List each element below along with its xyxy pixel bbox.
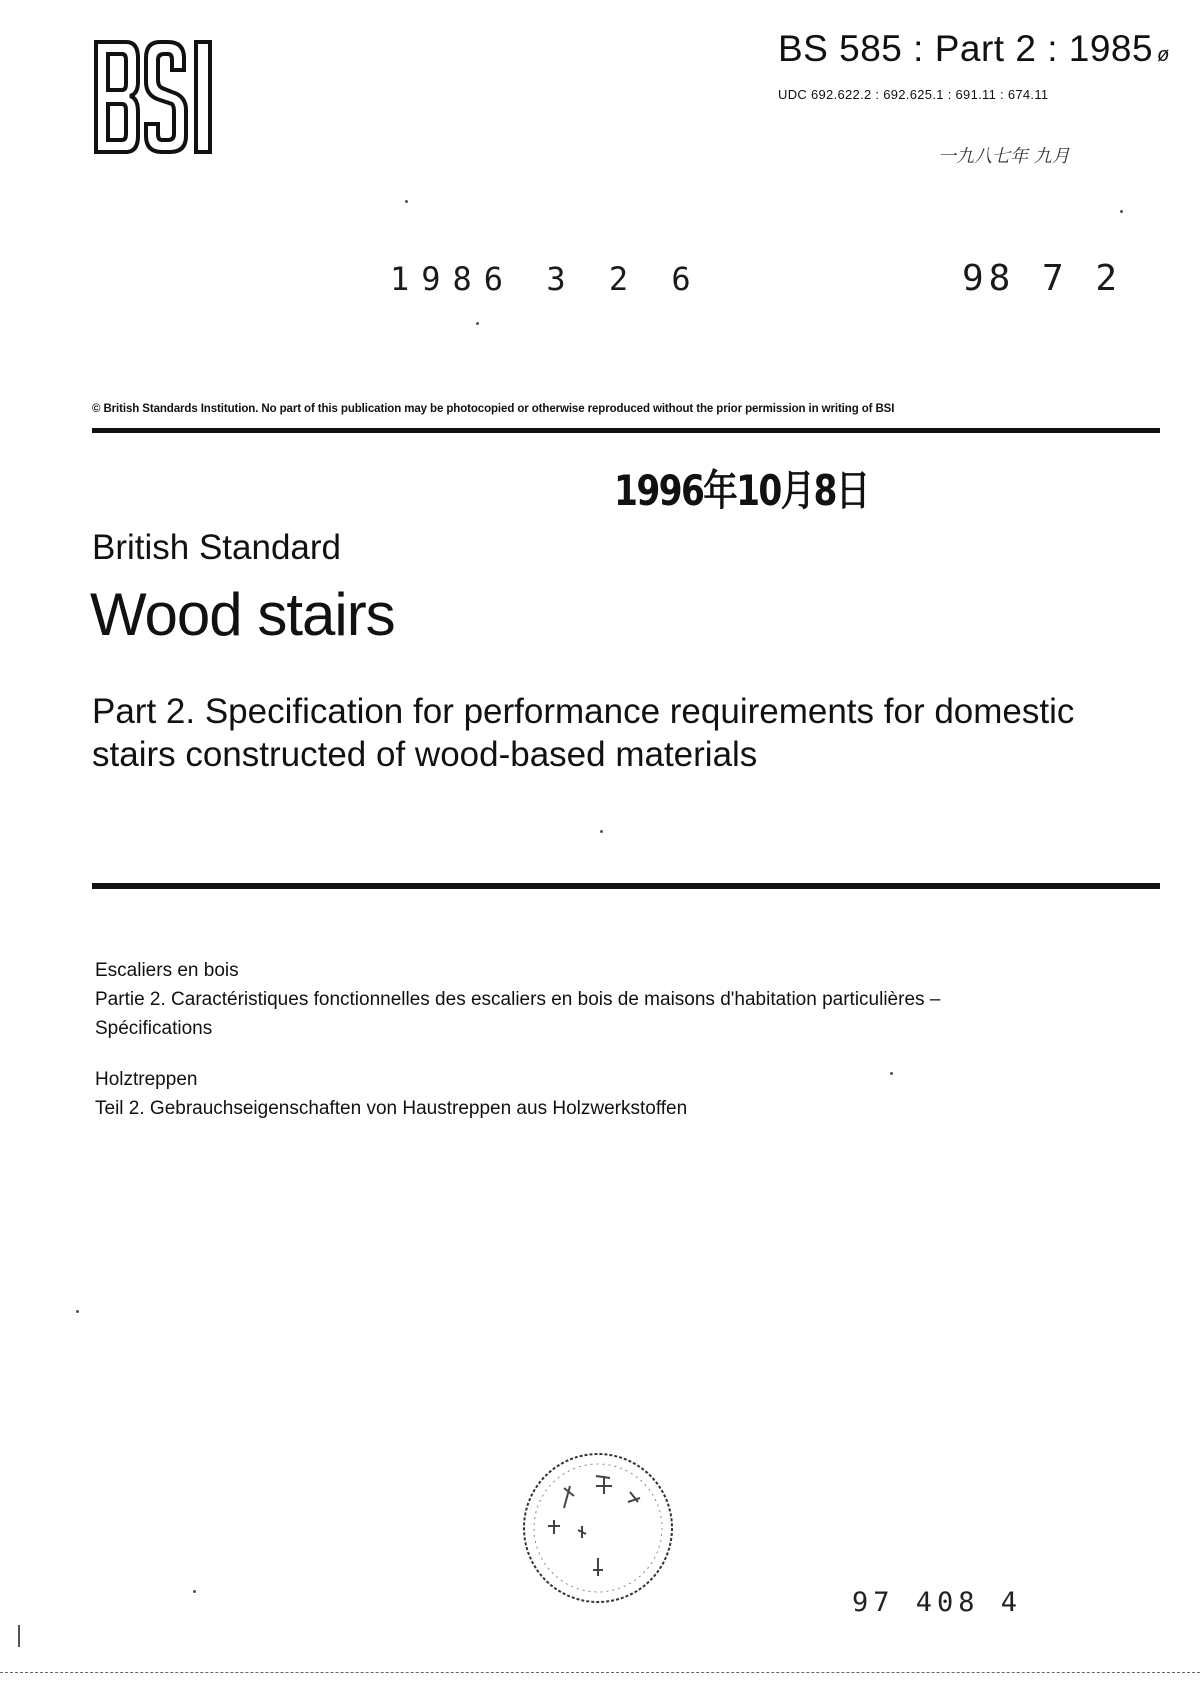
copyright-notice: © British Standards Institution. No part of this publication may be photocopied or otherwise reproduced without the prior permission in writing of BSI: [92, 403, 895, 415]
handwritten-note: 一九八七年 九月: [938, 146, 1070, 167]
french-title: Escaliers en bois: [95, 960, 239, 981]
scan-speck: [76, 1310, 79, 1313]
top-divider: [92, 428, 1160, 433]
bottom-scan-edge: [0, 1672, 1200, 1673]
standard-number: BS 585 : Part 2 : 1985 ø: [778, 28, 1170, 69]
german-translation: [95, 1065, 687, 1123]
document-kicker: British Standard: [92, 528, 342, 567]
scan-speck: [405, 200, 408, 203]
received-stamp-right: 98 7 2: [962, 258, 1123, 299]
scan-speck: [193, 1590, 196, 1593]
library-seal-icon: [518, 1448, 678, 1608]
bsi-logo: [92, 38, 242, 156]
french-subtitle-line2: Spécifications: [95, 1018, 213, 1039]
german-subtitle: Teil 2. Gebrauchseigenschaften von Haustreppen aus Holzwerkstoffen: [95, 1098, 688, 1119]
scan-speck: [890, 1072, 893, 1075]
scan-speck: [18, 1625, 20, 1647]
middle-divider: [92, 883, 1160, 889]
received-stamp-left: 1986 3 2 6: [390, 260, 703, 298]
scan-speck: [1120, 210, 1123, 213]
document-title: Wood stairs: [90, 581, 395, 648]
date-stamp: 1996年10月8日: [614, 466, 869, 515]
document-subtitle: Part 2. Specification for performance requirements for domestic stairs constructed of wood-based materials: [92, 692, 1075, 774]
german-title: Holztreppen: [95, 1069, 198, 1090]
french-subtitle-line1: Partie 2. Caractéristiques fonctionnelles des escaliers en bois de maisons d'habitation particulières –: [95, 989, 941, 1010]
scan-speck: [476, 322, 479, 325]
scan-speck: [600, 830, 603, 833]
bottom-number-stamp: 97 408 4: [852, 1587, 1023, 1618]
udc-code: UDC 692.622.2 : 692.625.1 : 691.11 : 674.11: [778, 87, 1049, 102]
french-translation: [95, 956, 940, 1043]
